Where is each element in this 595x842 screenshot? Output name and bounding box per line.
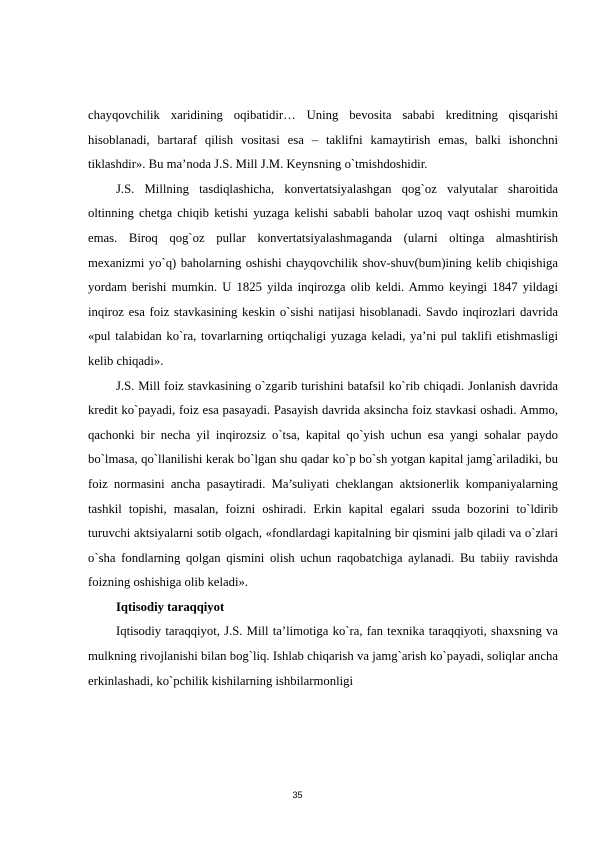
body-text (88, 103, 558, 693)
paragraph-economic-progress: Iqtisodiy taraqqiyot, J.S. Mill ta’limotiga ko`ra, fan texnika taraqqiyoti, shaxsning va mulkning rivojlanishi bilan bog`liq. Ishlab chiqarish va jamg`arish ko`payadi, soliqlar ancha erkinlashadi, ko`pchilik kishilarning ishbilarmonligi (88, 624, 558, 688)
paragraph-mill-interest-rate: J.S. Mill foiz stavkasining o`zgarib turishini batafsil ko`rib chiqadi. Jonlanish davrida kredit ko`payadi, foiz esa pasayadi. Pasayish davrida aksincha foiz stavkasi oshadi. Ammo, qachonki bir necha yil inqirozsiz o`tsa, kapital qo`yish uchun esa yangi sohalar paydo bo`lmasa, qo`llanilishi kerak bo`lgan shu qadar ko`p bo`sh yotgan kapital jamg`ariladiki, bu foiz normasini ancha pasaytiradi. Ma’suliyati cheklangan aktsionerlik kompaniyalarning tashkil topishi, masalan, foizni oshiradi. Erkin kapital egalari ssuda bozorini to`ldirib turuvchi aktsiyalarni sotib olgach, «fondlardagi kapitalning bir qismini jalb qiladi va o`zlari o`sha fondlarning qolgan qismini olish uchun raqobatchiga aylanadi. Bu tabiiy ravishda foizning oshishiga olib keladi». (88, 378, 558, 590)
section-heading: Iqtisodiy taraqqiyot (116, 599, 225, 614)
paragraph-mill-convertible-currency: J.S. Millning tasdiqlashicha, konvertatsiyalashgan qog`oz valyutalar sharoitida oltinning chetga chiqib ketishi yuzaga kelishi sababli baholar uzoq vaqt oshishi mumkin emas. Biroq qog`oz pullar konvertatsiyalashmaganda (ularni oltinga almashtirish mexanizmi yo`q) baholarning oshishi chayqovchilik shov-shuv(bum)ining kelib chiqishiga yordam berishi mumkin. U 1825 yilda inqirozga olib keldi. Ammo keyingi 1847 yildagi inqiroz esa foiz stavkasining keskin o`sishi natijasi hisoblanadi. Savdo inqirozlari davrida «pul talabidan ko`ra, tovarlarning ortiqchaligi yuzaga keladi, ya’ni pul taklifi etishmasligi kelib chiqadi». (88, 181, 558, 368)
paragraph-continuation: chayqovchilik xaridining oqibatidir… Uning bevosita sababi kreditning qisqarishi hisoblanadi, bartaraf qilish vositasi esa – taklifni kamaytirish emas, balki ishonchni tiklashdir». Bu ma’noda J.S. Mill J.M. Keynsning o`tmishdoshidir. (88, 108, 558, 172)
page-number: 35 (292, 790, 303, 800)
